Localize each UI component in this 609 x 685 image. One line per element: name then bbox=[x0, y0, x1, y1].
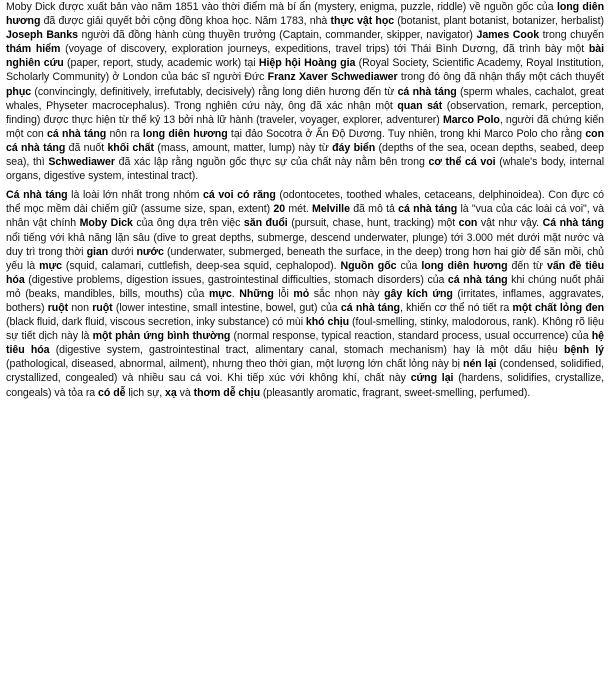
bold-term: tiêu hóa bbox=[6, 259, 604, 286]
text-run: (digestive problems, digestion issues, gastrointestinal difficulties, stomach disorders) của bbox=[24, 273, 448, 286]
text-run: , người đã chứng kiến một con bbox=[6, 113, 605, 140]
text-run: (mass, amount, matter, lump) này từ bbox=[154, 141, 333, 154]
text-run: (digestive system, gastrointestinal tract, alimentary canal, stomach mechanism) hay là một dấu hiệu bbox=[49, 344, 564, 357]
text-run: đến từ bbox=[507, 259, 547, 272]
text-run: (odontocetes, toothed whales, cetaceans, delphinoidea). Con đực có thể mọc mềm dài chiếm giữ (assume size, span, extent) bbox=[6, 189, 604, 216]
bold-term: Những bbox=[239, 287, 274, 300]
text-run: đã mô tả bbox=[349, 203, 399, 216]
text-run: lịch sự, bbox=[125, 386, 166, 399]
text-run: tại đảo Socotra ở Ấn Độ Dương. Tuy nhiên, trong khi Marco Polo cho rằng bbox=[227, 127, 586, 140]
bold-term: khối chất bbox=[107, 141, 154, 154]
bold-term: quan sát bbox=[397, 99, 443, 112]
text-run: dưới bbox=[108, 245, 137, 258]
text-run: (depths of the sea, ocean depths, seabed, deep sea), thì bbox=[6, 141, 604, 169]
text-run: (observation, remark, perception, finding) được thực hiện từ thế kỷ 13 bởi nhà lữ hành (traveler, voyager, explorer, adventurer) bbox=[6, 99, 604, 126]
bold-term: Cá nhà táng bbox=[6, 189, 68, 202]
text-run: là loài lớn nhất trong nhóm bbox=[67, 189, 204, 202]
text-run: đã xác lập rằng nguồn gốc thực sự của chất này nằm bên trong bbox=[114, 156, 429, 169]
bold-term: gây kích ứng bbox=[384, 287, 453, 300]
text-run: và bbox=[176, 386, 194, 399]
text-run: (pathological, diseased, abnormal, ailment), nhưng theo thời gian, một lượng lớn chất lỏng này bị bbox=[6, 358, 464, 371]
bold-term: săn đuổi bbox=[243, 217, 288, 230]
bold-term: cá nhà táng bbox=[447, 273, 508, 286]
paragraph-moby-dick-history bbox=[6, 0, 604, 183]
text-run: (lower intestine, small intestine, bowel, gut) của bbox=[112, 301, 341, 314]
bold-term: Marco Polo bbox=[442, 113, 500, 126]
text-run: khi chúng nuốt phải mỏ (beaks, mandibles, bills, mouths) của bbox=[6, 273, 604, 300]
bold-term: đáy biển bbox=[332, 141, 376, 154]
text-run: (convincingly, definitively, irrefutably, decisively) rằng long diên hương đến từ bbox=[31, 85, 398, 98]
bold-term: bài nghiên cứu bbox=[6, 43, 605, 70]
bold-term: James Cook bbox=[476, 29, 540, 42]
bold-term: long diên hương bbox=[421, 259, 508, 272]
text-run: (irritates, inflames, aggravates, bothers) bbox=[6, 287, 604, 314]
text-run: của bbox=[396, 259, 422, 272]
bold-term: ruột bbox=[47, 301, 69, 314]
text-run: của ông dựa trên việc bbox=[132, 217, 244, 230]
bold-term: hệ tiêu hóa bbox=[6, 330, 605, 357]
bold-term: xạ bbox=[165, 386, 177, 399]
text-run: (voyage of discovery, exploration journeys, expeditions, travel trips) tới Thái Bình Dương, đã trình bày một bbox=[60, 43, 589, 56]
bold-term: phản ứng bình thường bbox=[115, 330, 231, 343]
bold-term: cứng lại bbox=[410, 372, 454, 385]
paragraph-sperm-whale bbox=[6, 188, 604, 399]
text-run: (pleasantly aromatic, fragrant, sweet-smelling, perfumed). bbox=[260, 386, 531, 399]
bold-term: con cá nhà táng bbox=[6, 127, 604, 154]
bold-term: Joseph Banks bbox=[6, 29, 78, 42]
bold-term: mực bbox=[208, 287, 232, 300]
text-run: , khiến cơ thể nó tiết ra bbox=[399, 301, 513, 314]
bold-term: gian bbox=[86, 245, 109, 258]
text-run: trong chuyến bbox=[539, 29, 605, 42]
bold-term: cá nhà táng bbox=[397, 85, 457, 98]
text-run: (squid, calamari, cuttlefish, deep-sea squid, cephalopod). bbox=[61, 259, 341, 272]
bold-term: Melville bbox=[312, 203, 350, 216]
bold-term: long diên hương bbox=[142, 127, 228, 140]
bold-term: khó chịu bbox=[305, 316, 350, 329]
text-run: lỗi bbox=[273, 287, 294, 300]
text-run: trong đó ông đã nhận thấy một cách thuyết bbox=[397, 71, 604, 84]
text-run: là "vua của các loài cá voi", và nhân vật chính bbox=[6, 203, 605, 230]
text-run: đã được giải quyết bởi cộng đồng khoa học. Năm 1783, nhà bbox=[40, 15, 331, 28]
bold-term: có bbox=[98, 386, 111, 399]
bold-term: nén lại bbox=[463, 358, 497, 371]
text-run: (botanist, plant botanist, botanizer, herbalist) bbox=[394, 15, 605, 28]
bold-term: Franz Xaver Schwediawer bbox=[267, 71, 398, 84]
bold-term: nước bbox=[136, 245, 164, 258]
bold-term: thám hiểm bbox=[6, 43, 61, 56]
bold-term: Cá nhà táng bbox=[542, 217, 604, 230]
text-run: (underwater, submerged, beneath the surface, in the deep) trong hơn hai giờ để săn mồi, chủ yếu là bbox=[6, 245, 604, 272]
bold-term: cá nhà táng bbox=[340, 301, 400, 314]
text-run: đã nuốt bbox=[65, 141, 108, 154]
bold-term: cơ thể cá voi bbox=[428, 156, 496, 169]
bold-term: 20 bbox=[273, 203, 286, 216]
bold-term: cá nhà táng bbox=[398, 203, 458, 216]
bold-term: mực bbox=[39, 259, 62, 272]
bold-term: Hiệp hội Hoàng gia bbox=[258, 57, 356, 70]
bold-term: thơm dễ chịu bbox=[193, 386, 261, 399]
text-run: nổi tiếng với khả năng lặn sâu (dive to great depths, submerge, descend underwater, plunge) tới 3.000 mét dưới mặt nước và duy trì trong thời bbox=[6, 231, 604, 258]
bold-term: dễ bbox=[113, 386, 126, 399]
bold-term: một bbox=[92, 330, 112, 343]
bold-term: long diên hương bbox=[6, 1, 604, 28]
text-run: (hardens, solidifies, crystallize, congeals) và tỏa ra bbox=[6, 372, 604, 399]
text-run: Moby Dick được xuất bản vào năm 1851 vào thời điểm mà bí ẩn (mystery, enigma, puzzle, riddle) về nguồn gốc của bbox=[6, 1, 557, 13]
text-run: (condensed, solidified, crystallized, congealed) và nhiều sau cá voi. Khi tiếp xúc với không khí, chất này bbox=[6, 358, 604, 385]
bold-term: phục bbox=[6, 85, 32, 98]
text-run: mét. bbox=[285, 203, 313, 216]
text-run: vật như vậy. bbox=[477, 217, 543, 230]
text-run: sắc nhọn này bbox=[309, 287, 385, 300]
text-run: (sperm whales, cachalot, great whales, Physeter macrocephalus). Trong nghiên cứu này, ông đã xác nhận một bbox=[6, 85, 604, 112]
bold-term: mỏ bbox=[293, 287, 310, 300]
bold-term: ruột bbox=[92, 301, 113, 314]
bold-term: Schwediawer bbox=[48, 156, 115, 169]
text-run: . bbox=[231, 287, 240, 300]
text-run: (normal response, typical reaction, standard process, usual occurrence) của bbox=[230, 330, 592, 343]
bold-term: thực vật học bbox=[330, 15, 395, 28]
text-run: (Royal Society, Scientific Academy, Royal Institution, Scholarly Community) ở London của bác sĩ người Đức bbox=[6, 57, 605, 84]
text-run: người đã đồng hành cùng thuyền trưởng (Captain, commander, skipper, navigator) bbox=[77, 29, 477, 42]
bold-term: con bbox=[458, 217, 478, 230]
bold-term: cá nhà táng bbox=[47, 127, 107, 140]
bold-term: Nguồn gốc bbox=[340, 259, 397, 272]
text-run: nôn ra bbox=[106, 127, 143, 140]
bold-term: vấn đề bbox=[546, 259, 582, 272]
bold-term: một chất lỏng đen bbox=[512, 301, 604, 314]
text-run: non bbox=[68, 301, 93, 314]
text-run: (foul-smelling, stinky, malodorous, rank). Không rõ liệu sự tiết dịch này là bbox=[6, 316, 604, 343]
text-run: (black fluid, dark fluid, viscous secretion, inky substance) có mùi bbox=[6, 316, 306, 329]
bold-term: cá voi có răng bbox=[203, 189, 276, 202]
text-run: (whale's body, internal organs, digestive system, intestinal tract). bbox=[6, 156, 604, 183]
bold-term: bệnh lý bbox=[563, 344, 604, 357]
text-run: (pursuit, chase, hunt, tracking) một bbox=[287, 217, 459, 230]
bold-term: Moby Dick bbox=[79, 217, 133, 230]
text-run: (paper, report, study, academic work) tại bbox=[63, 57, 259, 70]
